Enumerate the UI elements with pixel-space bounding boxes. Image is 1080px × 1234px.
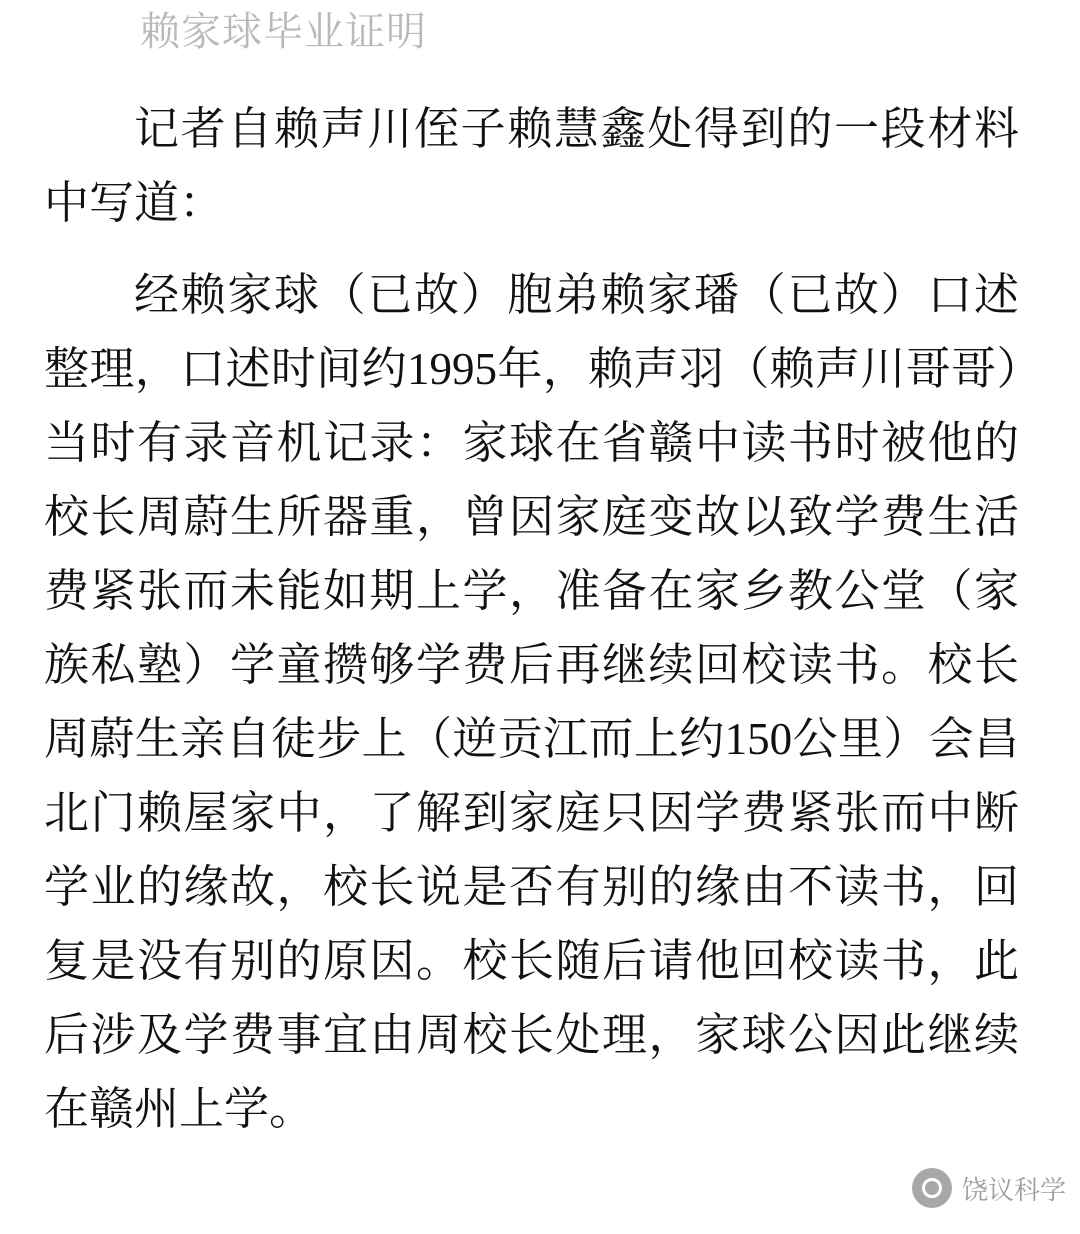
paragraph: 记者自赖声川侄子赖慧鑫处得到的一段材料中写道： (44, 104, 1019, 228)
document-body (44, 92, 1019, 1146)
circle-logo-icon (912, 1168, 952, 1208)
watermark (912, 1168, 1066, 1208)
watermark-label: 饶议科学 (961, 1174, 1066, 1205)
paragraph: 经赖家球（已故）胞弟赖家璠（已故）口述整理，口述时间约1995年，赖声羽（赖声川哥哥）当时有录音机记录：家球在省赣中读书时被他的校长周蔚生所器重，曾因家庭变故以致学费生活费紧张而未能如期上学，准备在家乡教公堂（家族私塾）学童攒够学费后再继续回校读书。校长周蔚生亲自徒步上（逆贡江而上约150公里）会昌北门赖屋家中，了解到家庭只因学费紧张而中断学业的缘故，校长说是否有别的缘由不读书，回复是没有别的原因。校长随后请他回校读书，此后涉及学费事宜由周校长处理，家球公因此继续在赣州上学。 (44, 270, 1019, 1134)
document-caption: 赖家球毕业证明 (140, 9, 427, 54)
